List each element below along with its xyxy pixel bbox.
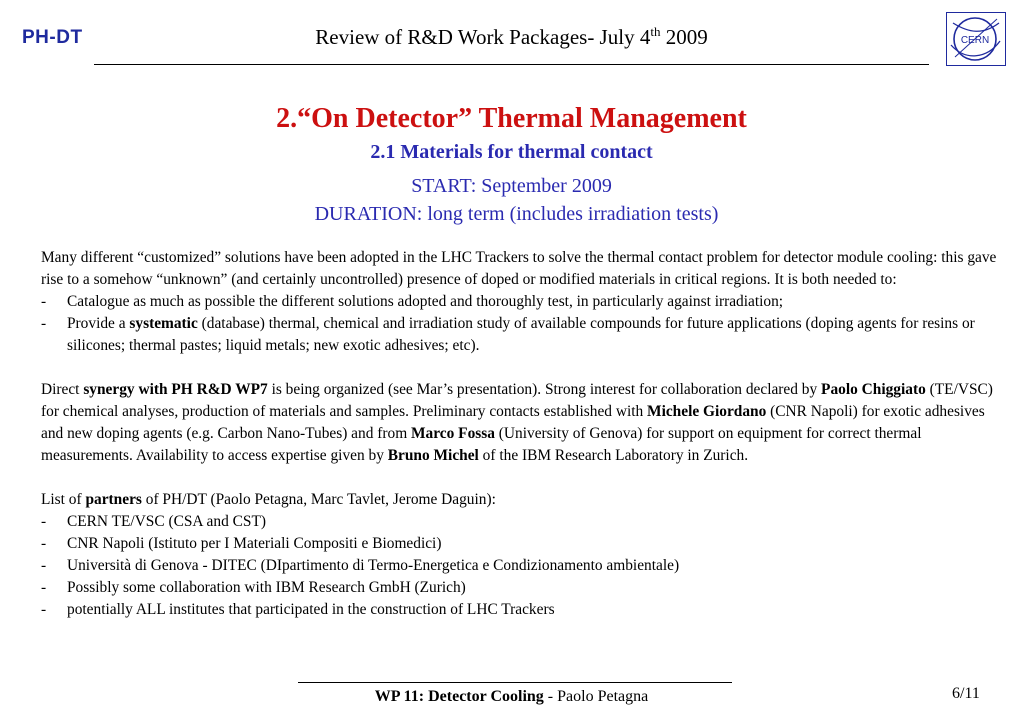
bullet-dash: -: [41, 535, 47, 552]
partner-item: [41, 533, 1001, 555]
bullet-dash: -: [41, 557, 47, 574]
footer: [0, 688, 1023, 706]
duration: DURATION: long term (includes irradiation tests): [314, 203, 719, 225]
synergy-paragraph: [41, 379, 1001, 467]
text-run: (CNR Napoli) for exotic adhesives and new doping agents (e.g. Carbon Nano-Tubes) and from: [41, 403, 985, 442]
list-item-text: Provide a: [67, 315, 130, 332]
text-run: (TE/VSC) for chemical analyses, production of materials and samples. Preliminary contacts established with: [41, 381, 993, 420]
header-title-main: Review of R&D Work Packages- July 4: [315, 25, 651, 49]
group-label: PH-DT: [22, 27, 83, 48]
footer-author: Paolo Petagna: [557, 688, 649, 705]
list-item: [41, 313, 1001, 357]
text-run: of the IBM Research Laboratory in Zurich.: [478, 447, 749, 464]
text-run: is being organized (see Mar’s presentation). Strong interest for collaboration declared by: [267, 381, 822, 398]
text-run: List of: [41, 491, 86, 508]
header-title-year: 2009: [660, 25, 708, 49]
partner-item-text: CNR Napoli (Istituto per I Materiali Compositi e Biomedici): [67, 535, 442, 552]
text-run: (University of Genova) for support on equipment for correct thermal measurements. Availability to access expertise given by: [41, 425, 922, 464]
text-run: of PH/DT (Paolo Petagna, Marc Tavlet, Jerome Daguin):: [141, 491, 496, 508]
partner-item-text: Possibly some collaboration with IBM Research GmbH (Zurich): [67, 579, 466, 596]
bullet-dash: -: [41, 513, 47, 530]
footer-divider: [298, 682, 732, 683]
partner-item-text: CERN TE/VSC (CSA and CST): [67, 513, 266, 530]
partner-item: [41, 599, 1001, 621]
header-divider: [94, 64, 929, 65]
list-item: [41, 291, 1001, 313]
cern-logo-icon: [947, 13, 1004, 64]
cern-logo-text: CERN: [960, 35, 990, 46]
bullet-dash: -: [41, 315, 47, 332]
body-text: [41, 247, 1001, 621]
footer-wp-label: WP 11: Detector Cooling: [374, 688, 544, 705]
slide-title: 2.“On Detector” Thermal Management: [276, 103, 747, 134]
list-item-text: Catalogue as much as possible the different solutions adopted and thoroughly test, in particularly against irradiation;: [67, 293, 784, 310]
text-run: Direct: [41, 381, 84, 398]
emphasis: systematic: [129, 315, 198, 332]
page-number: 6/11: [952, 685, 980, 702]
partner-item-text: potentially ALL institutes that participated in the construction of LHC Trackers: [67, 601, 555, 618]
footer-separator: -: [543, 688, 558, 705]
person-name: Paolo Chiggiato: [821, 381, 926, 398]
list-item-text: (database) thermal, chemical and irradiation study of available compounds for future applications (doping agents for resins or silicones; thermal pastes; liquid metals; new exotic adhesives; etc).: [67, 315, 975, 354]
partner-item: [41, 577, 1001, 599]
bullet-dash: -: [41, 579, 47, 596]
intro-paragraph: Many different “customized” solutions have been adopted in the LHC Trackers to solve the thermal contact problem for detector module cooling: this gave rise to a somehow “unknown” (and certainly uncontrolled) presence of doped or modified materials in critical regions. It is both needed to:: [41, 249, 997, 288]
emphasis: synergy with PH R&D WP7: [83, 381, 268, 398]
start-date: START: September 2009: [411, 175, 612, 197]
bullet-dash: -: [41, 601, 47, 618]
partner-item-text: Università di Genova - DITEC (DIpartimento di Termo-Energetica e Condizionamento ambientale): [67, 557, 680, 574]
cern-logo: [946, 12, 1006, 66]
bullet-dash: -: [41, 293, 47, 310]
person-name: Marco Fossa: [411, 425, 495, 442]
partners-intro: [41, 489, 1001, 511]
partner-item: [41, 511, 1001, 533]
emphasis: partners: [85, 491, 142, 508]
header-title: [0, 24, 1023, 50]
partner-item: [41, 555, 1001, 577]
header-title-sup: th: [650, 24, 661, 39]
person-name: Bruno Michel: [387, 447, 479, 464]
slide-subtitle: 2.1 Materials for thermal contact: [370, 141, 653, 163]
person-name: Michele Giordano: [647, 403, 767, 420]
